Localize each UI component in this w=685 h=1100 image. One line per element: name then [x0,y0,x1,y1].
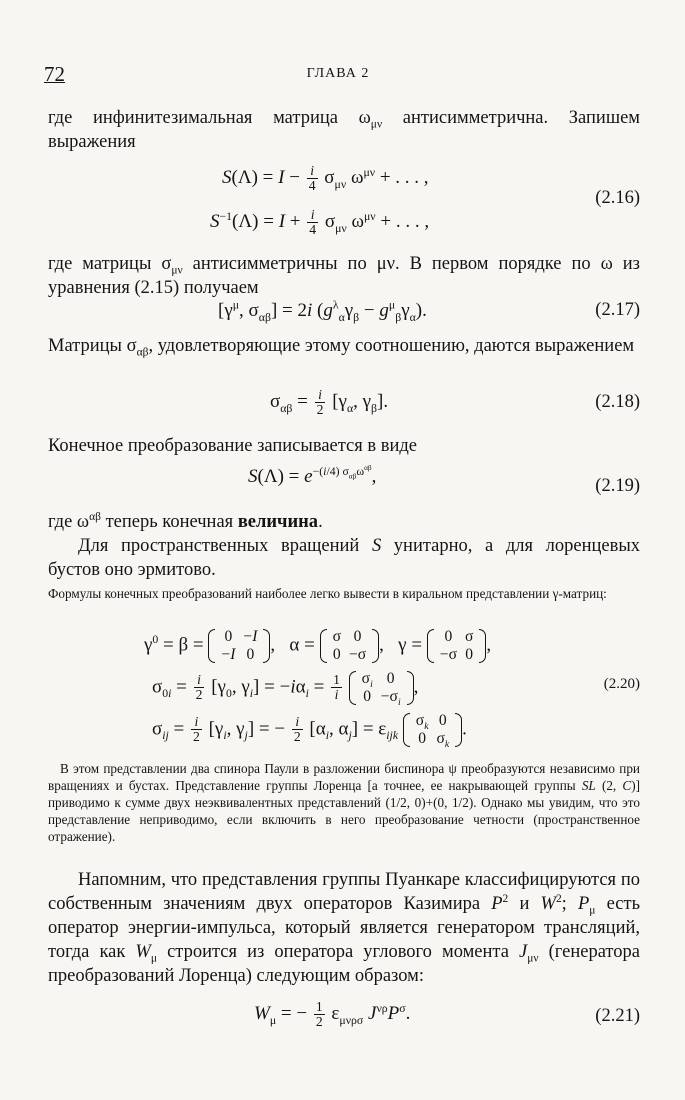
equation-2-20-line-3: $\sigma_{ij}$ = $\frac{i}{2}$ [$\gamma_i$, $\gamma_j$] = − $\frac{i}{2}$ [$\alpha_i$, $\alpha_j] = \varepsilon_{ijk}$ $\sigma_k$ 0 0 $\sigma_k$ . [152,712,467,751]
equation-2-16 [48,164,640,244]
equation-number: (2.18) [595,392,640,412]
chapter-title: ГЛАВА 2 [306,66,370,81]
running-header [38,62,638,86]
paragraph-text: Матрицы $\sigma_{\alpha\beta}$, удовлетворяющие этому соотношению, даются выражением [48,336,635,359]
equation-2-21-body: $W_\mu$ = − $\frac{1}{2}$ $\varepsilon_{\mu\nu\rho\sigma}$ $J^{\nu\rho}P^\sigma$. [254,999,411,1030]
paragraph-3 [48,334,640,358]
equation-2-20 [48,628,640,754]
equation-number: (2.20) [603,676,640,692]
paragraph-text: где матрицы $\sigma_{\mu\nu}$ антисимметричны по μν. В первом порядке по ω из уравнения (2.15) получаем [48,254,640,298]
note-text: В этом представлении два спинора Паули в разложении биспинора ψ преобразуются независимо при вращениях и бустах. Представление группы Лоренца [а точнее, ее накрывающей группы SL (2, C)] приводимо к сумме двух неэквивалентных представлений (1/2, 0)+(0, 1/2). Однако мы увидим, что это представление неприводимо, если включить в него преобразование четности (пространственное отражение). [48,761,640,844]
equation-2-20-line-2: $\sigma_{0i}$ = $\frac{i}{2}$ [$\gamma_0$, $\gamma_i] = -i\alpha_i$ = $\frac{1}{i}$ $\sigma_i$ 0 0 $-\sigma_i$ , [152,670,419,709]
equation-number: (2.16) [595,188,640,208]
equation-2-16-line-2: $S^{-1}(\Lambda) = I$ + $\frac{i}{4}$ $\sigma_{\mu\nu}$ $\omega^{\mu\nu}$ + . . . , [210,207,430,238]
note-paragraph-1 [48,585,640,602]
equation-number: (2.17) [595,300,640,320]
equation-2-17 [48,300,640,328]
equation-2-18 [48,388,640,424]
paragraph-4 [48,434,640,458]
paragraph-2 [48,252,640,300]
note-text: Формулы конечных преобразований наиболее легко вывести в киральном представлении γ-матриц: [48,586,607,601]
paragraph-text: где $\omega^{\alpha\beta}$ теперь конечная величина. [48,510,323,532]
note-paragraph-2 [48,760,640,845]
paragraph-text-6: Для пространственных вращений S унитарно, а для лоренцевых бустов оно эрмитово. [48,536,640,580]
paragraph-1 [48,106,640,154]
equation-2-19-body: $S(\Lambda) = e^{-(i/4) \sigma_{\alpha\beta}\omega^{\alpha\beta}}$, [248,462,377,487]
equation-2-16-line-1: S(Λ) = I − $\frac{i}{4}$ $\sigma_{\mu\nu}$ $\omega^{\mu\nu}$ + . . . , [222,163,429,194]
equation-2-20-line-1: $\gamma^0 = \beta$ = 0 −I −I 0 , α = σ 0 0 −σ , γ = 0 σ −σ 0 , [144,628,492,663]
paragraph-7 [48,868,640,988]
equation-2-21 [48,1000,640,1040]
paragraph-text: где инфинитезимальная матрица $\omega_{\mu\nu}$ антисимметрична. Запишем выражения [48,108,640,152]
page-number: 72 [44,62,65,86]
equation-2-19 [48,462,640,500]
equation-number: (2.21) [595,1006,640,1026]
equation-number: (2.19) [595,476,640,496]
paragraph-text: Напомним, что представления группы Пуанкаре классифицируются по собственным значениям двух операторов Казимира $P^2$ и $W^2$; $P_\mu$ есть оператор энергии-импульса, который является генератором трансляций, тогда как $W_\mu$ строится из оператора углового момента $J_{\mu\nu}$ (генератора преобразований Лоренца) следующим образом: [48,870,641,986]
paragraph-text: Конечное преобразование записывается в виде [48,436,418,456]
paragraph-5 [48,510,640,582]
equation-2-18-body: $\sigma_{\alpha\beta}$ = $\frac{i}{2}$ [$\gamma_\alpha$, $\gamma_\beta$]. [270,387,389,418]
equation-2-17-body: [$\gamma^\mu$, $\sigma_{\alpha\beta}] = 2i$ $(g^\lambda_\alpha\gamma_\beta - g^\mu_\beta\gamma_\alpha)$. [218,298,427,324]
